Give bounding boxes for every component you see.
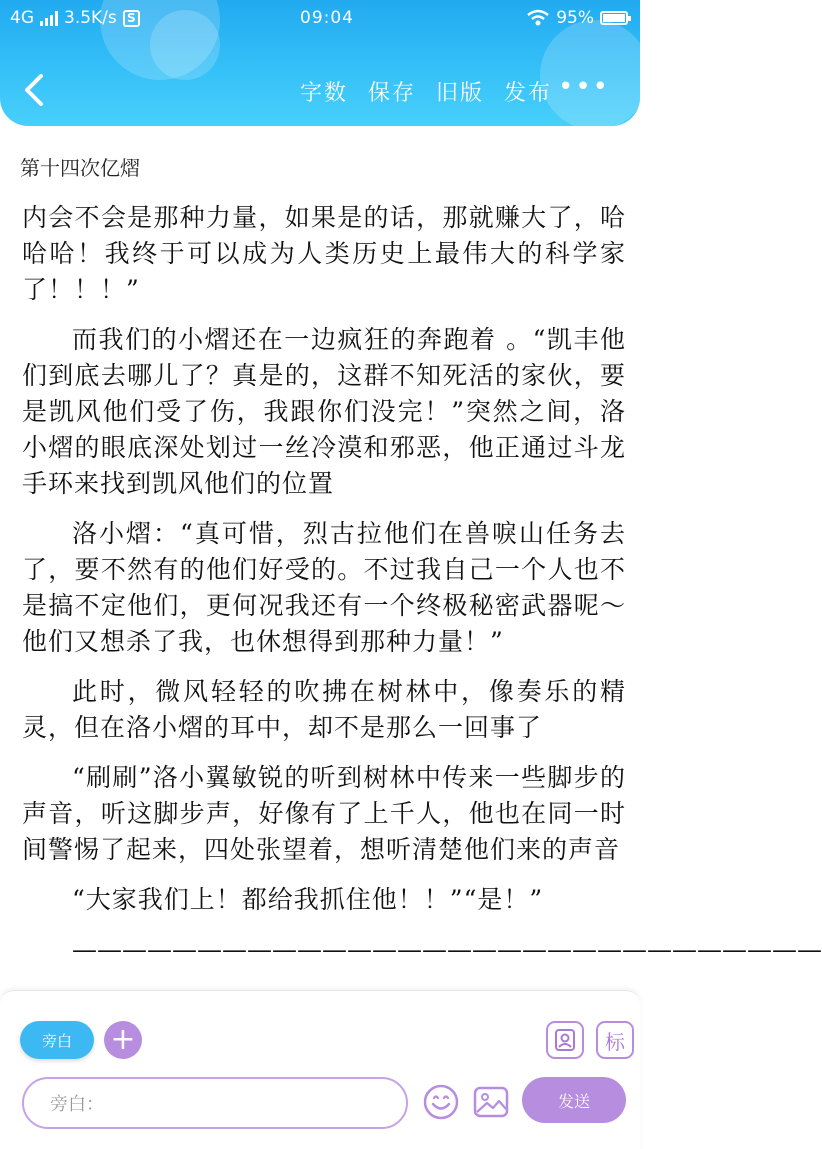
signal-icon xyxy=(40,10,58,26)
app-notification-icon: S xyxy=(123,10,140,27)
character-button[interactable] xyxy=(546,1021,584,1059)
network-speed: 3.5K/s xyxy=(64,8,117,28)
status-bar xyxy=(0,0,640,36)
image-icon xyxy=(472,1083,510,1121)
clock: 09:04 xyxy=(300,8,354,28)
more-button[interactable]: ••• xyxy=(557,72,610,102)
nav-bar xyxy=(0,62,640,118)
top-header xyxy=(0,0,640,126)
emoji-button[interactable] xyxy=(422,1083,460,1121)
chapter-content[interactable] xyxy=(22,200,822,982)
wifi-icon xyxy=(526,9,550,27)
input-panel xyxy=(0,990,640,1149)
paragraph: 此时，微风轻轻的吹拂在树林中，像奏乐的精灵，但在洛小熠的耳中，却不是那么一回事了 xyxy=(22,677,626,742)
nav-actions xyxy=(300,76,552,107)
image-button[interactable] xyxy=(472,1083,510,1121)
add-role-button[interactable]: + xyxy=(104,1021,142,1059)
role-chip-narrator[interactable]: 旁白 xyxy=(20,1021,94,1059)
paragraph: “刷刷”洛小翼敏锐的听到树林中传来一些脚步的声音，听这脚步声，好像有了上千人，他也在同一时间警惕了起来，四处张望着，想听清楚他们来的声音 xyxy=(22,763,626,864)
word-count-button[interactable]: 字数 xyxy=(299,81,348,106)
paragraph: “大家我们上！都给我抓住他！！”“是！” xyxy=(72,885,544,914)
chapter-title[interactable]: 第十四次亿熠 xyxy=(20,156,140,180)
network-type: 4G xyxy=(10,8,34,28)
paragraph: 洛小熠：“真可惜，烈古拉他们在兽唳山任务去了，要不然有的他们好受的。不过我自己一个人也不是搞不定他们，更何况我还有一个终极秘密武器呢～他们又想杀了我，也休想得到那种力量！” xyxy=(22,519,626,656)
paragraph: 而我们的小熠还在一边疯狂的奔跑着 。“凯丰他们到底去哪儿了？真是的，这群不知死活的家伙，要是凯风他们受了伤，我跟你们没完！”突然之间，洛小熠的眼底深处划过一丝冷漠和邪恶，他正通过斗龙手环来找到凯风他们的位置 xyxy=(22,325,626,498)
paragraph: 内会不会是那种力量，如果是的话，那就赚大了，哈哈哈！我终于可以成为人类历史上最伟大的科学家了！！！” xyxy=(22,203,626,304)
back-button[interactable] xyxy=(16,70,52,110)
emoji-icon xyxy=(422,1083,460,1121)
chevron-left-icon xyxy=(23,73,45,107)
save-button[interactable]: 保存 xyxy=(367,81,416,106)
tag-button[interactable]: 标 xyxy=(596,1021,634,1059)
old-version-button[interactable]: 旧版 xyxy=(435,81,484,106)
send-button[interactable]: 发送 xyxy=(522,1077,626,1123)
battery-percent: 95% xyxy=(556,8,594,28)
person-card-icon xyxy=(552,1027,578,1053)
narration-input[interactable]: 旁白： xyxy=(22,1077,408,1129)
divider-line: —————————————————————————————— xyxy=(72,935,822,964)
publish-button[interactable]: 发布 xyxy=(503,81,552,106)
battery-icon xyxy=(600,11,628,25)
